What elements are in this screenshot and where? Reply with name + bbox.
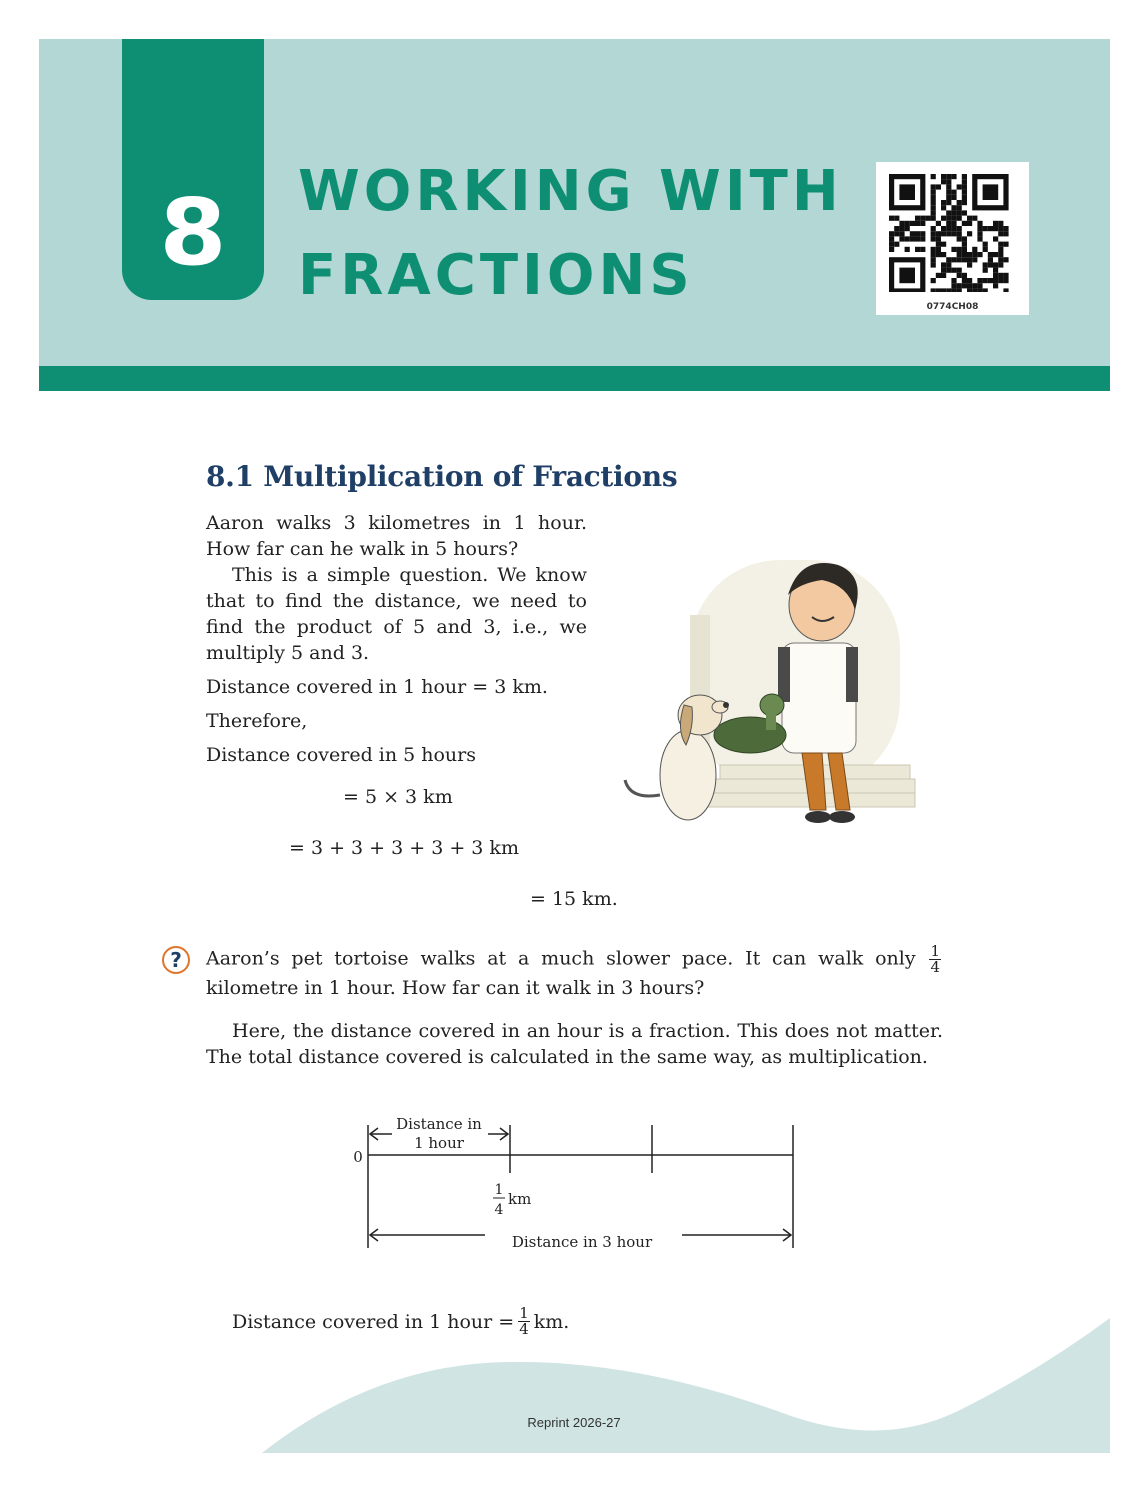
tortoise-question-part2: kilometre in 1 hour. How far can it walk in 3 hours? [206,977,705,999]
explanation-paragraph: Here, the distance covered in an hour is a fraction. This does not matter. The total distance covered is calculated in the same way, as multiplication. [206,1020,943,1068]
label-zero: 0 [353,1148,363,1166]
final-line [232,1306,569,1337]
label-distance-1hour-line2: 1 hour [414,1134,464,1152]
chapter-number-tab [122,39,264,300]
therefore-text: Therefore, [206,710,308,732]
label-distance-3hour: Distance in 3 hour [511,1233,653,1251]
qr-code-icon [889,174,1016,292]
section-title: 8.1 Multiplication of Fractions [206,460,678,493]
equation-line-2: = 3 + 3 + 3 + 3 + 3 km [289,837,519,859]
boy-dog-tortoise-illustration [590,555,920,835]
final-line-part1: Distance covered in 1 hour = [232,1310,515,1333]
distance-5hours: Distance covered in 5 hours [206,744,476,766]
intro-explanation: This is a simple question. We know that to find the distance, we need to find the product of 5 and 3, i.e., we multiply 5 and 3. [206,564,587,664]
intro-question: Aaron walks 3 kilometres in 1 hour. How far can he walk in 5 hours? [206,512,587,560]
distance-number-line-diagram [340,1110,810,1260]
final-line-part2: km. [533,1310,570,1333]
tortoise-question-line1 [206,944,943,975]
equation-line-1: = 5 × 3 km [343,786,453,808]
segment-fraction-denominator: 4 [494,1202,504,1218]
chapter-title-line1: WORKING WITH [298,159,843,224]
tortoise-question-part1: Aaron’s pet tortoise walks at a much slower pace. It can walk only [206,947,916,970]
final-fraction: $\frac{1}{4}$ [519,1304,529,1338]
banner-stripe [39,366,1110,391]
qr-code-box[interactable] [876,162,1029,315]
chapter-title [298,150,858,318]
chapter-number: 8 [159,179,227,286]
qr-code-label: 0774CH08 [926,302,979,312]
segment-fraction-numerator: 1 [494,1182,504,1198]
question-mark-icon: ? [162,946,190,974]
decorative-wave [0,1300,1148,1460]
label-distance-1hour-line1: Distance in [396,1115,482,1133]
chapter-title-line2: FRACTIONS [298,243,694,308]
fraction-one-quarter: $\frac{1}{4}$ [930,942,940,976]
equation-line-3: = 15 km. [530,888,618,910]
distance-1hour: Distance covered in 1 hour = 3 km. [206,676,548,698]
reprint-footer: Reprint 2026-27 [527,1415,621,1430]
segment-unit: km [508,1190,532,1208]
